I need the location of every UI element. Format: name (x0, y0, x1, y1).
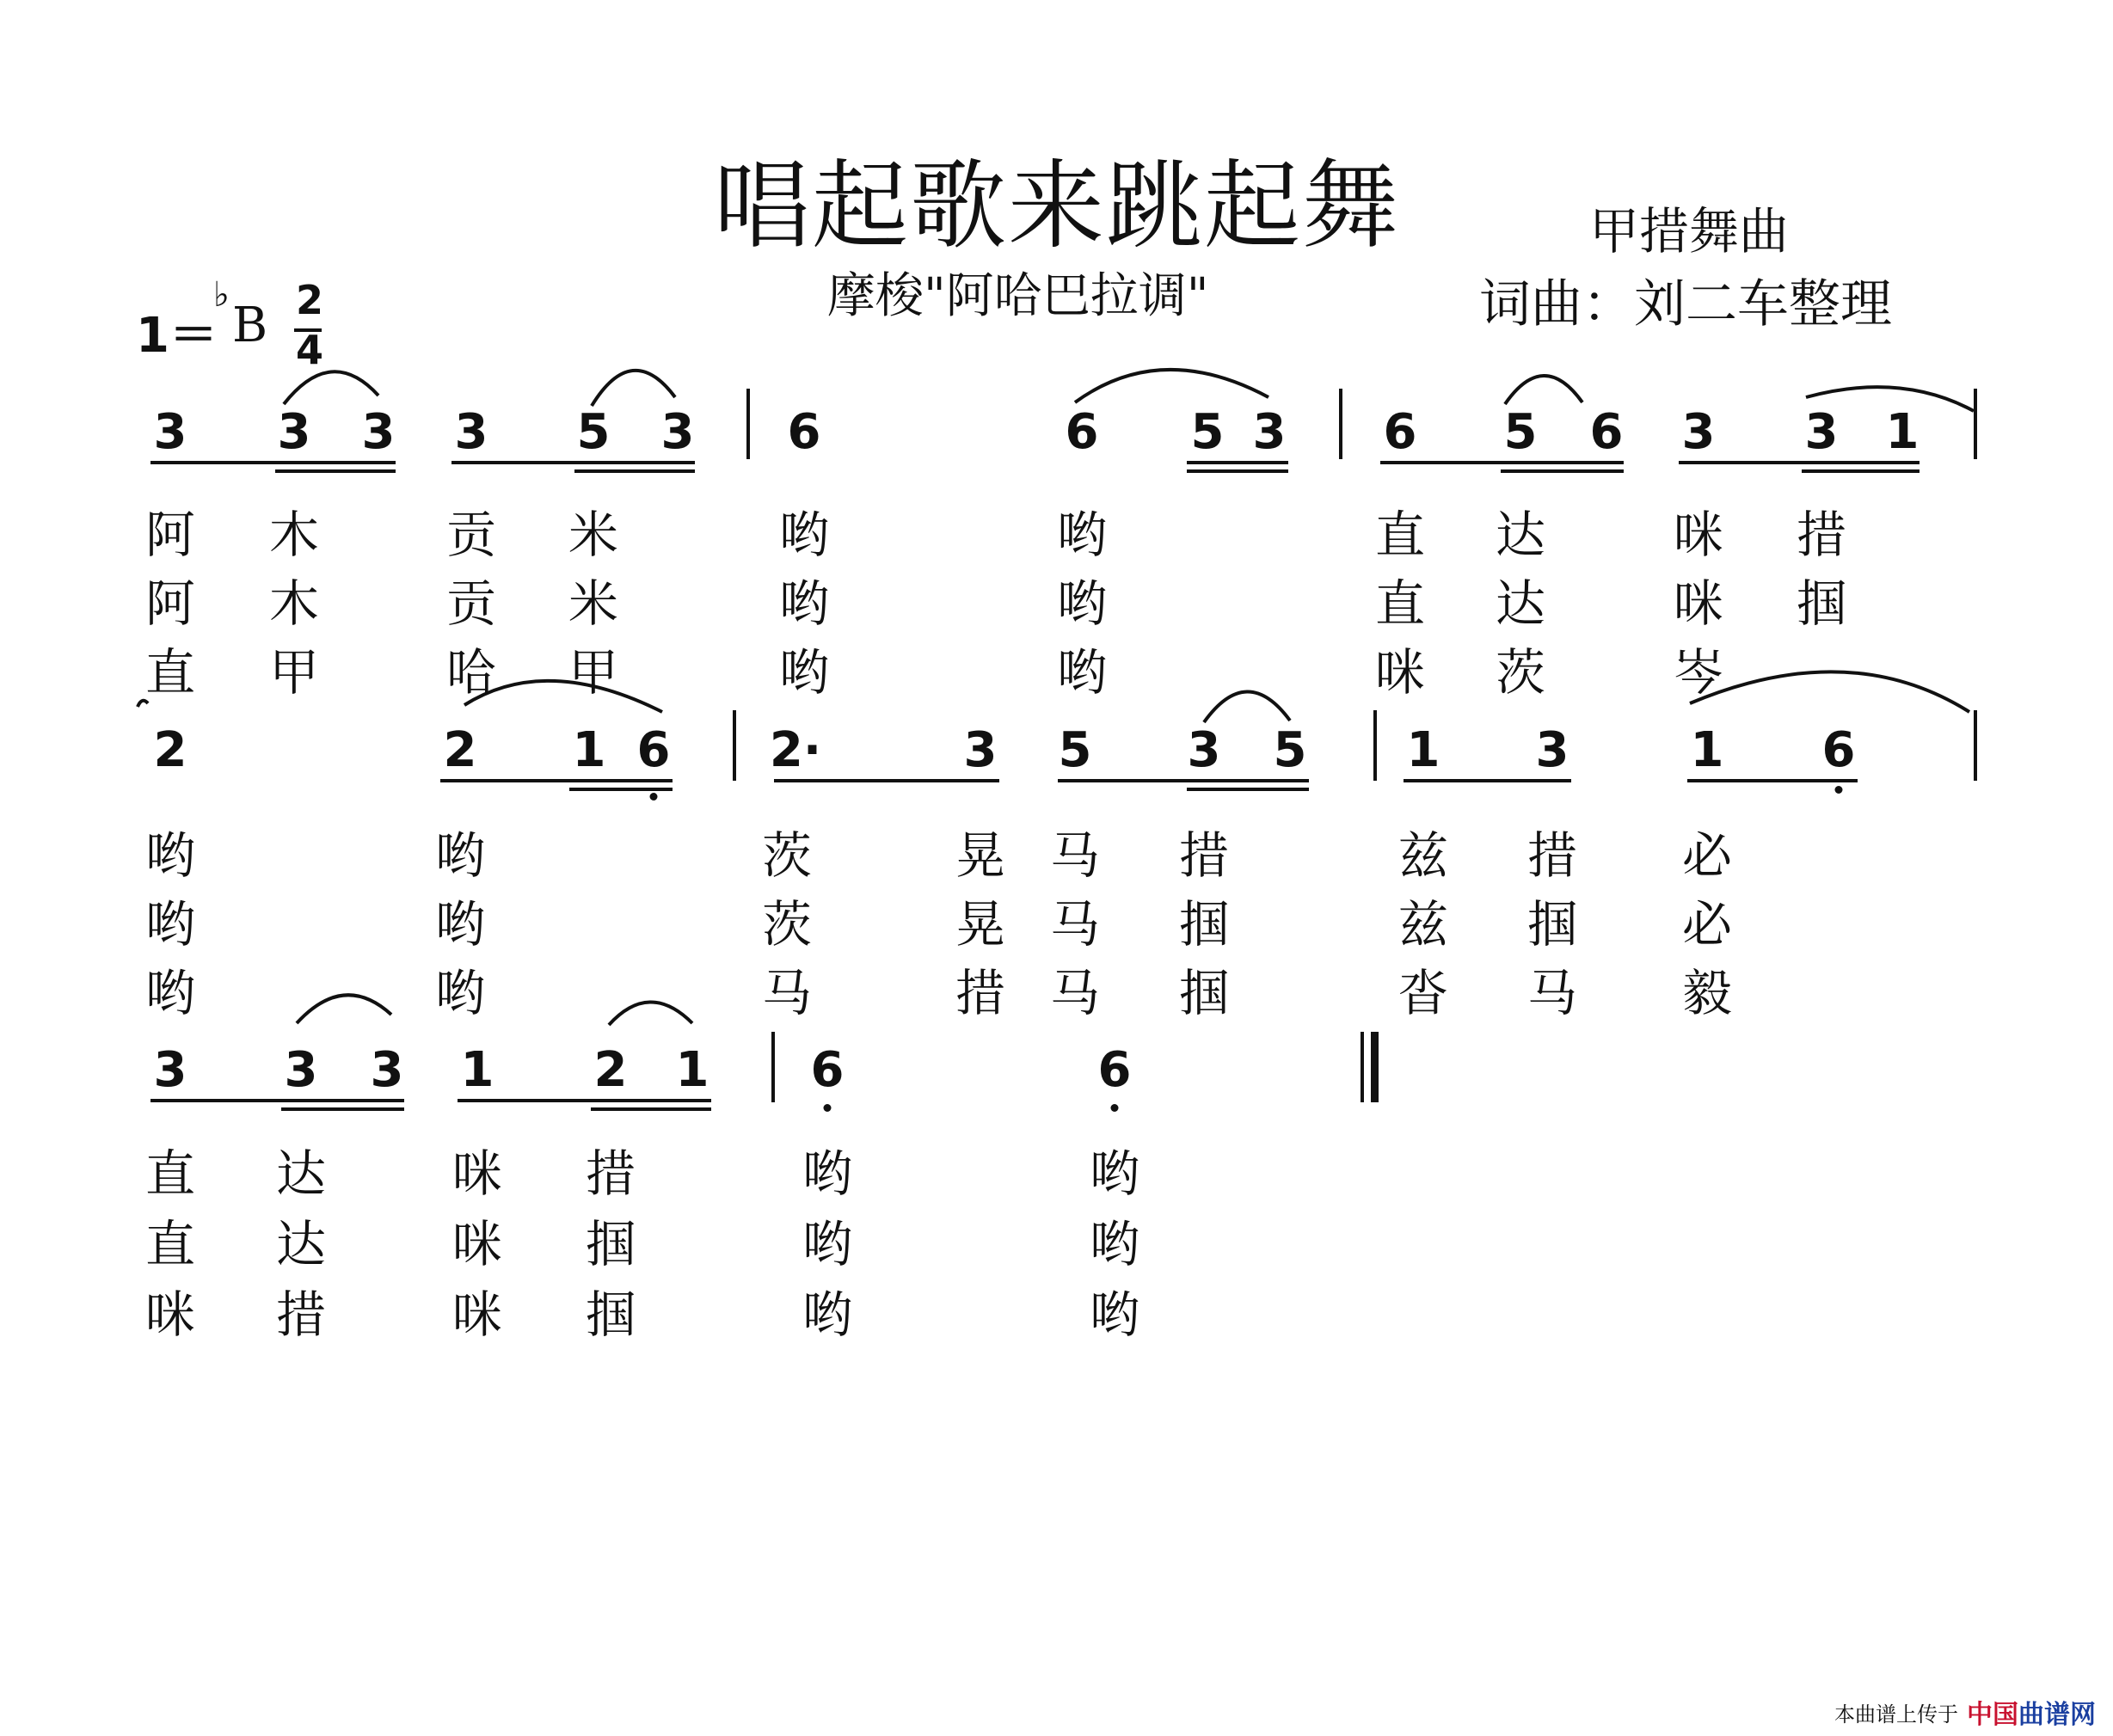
beam-line (1187, 461, 1288, 464)
site-logo-part-a: 中国 (1967, 1700, 2018, 1730)
lyric: 掴 (1796, 574, 1847, 633)
lyric: 措 (1178, 826, 1230, 885)
lower-octave-dot (1835, 786, 1843, 794)
final-bar-thin (1361, 1032, 1364, 1102)
lyric: 哟 (802, 1144, 853, 1203)
lyric: 直 (1374, 574, 1426, 633)
lyric: 哟 (1056, 506, 1108, 564)
note: 6 (1383, 404, 1417, 460)
note: 1 (1885, 404, 1920, 460)
lyric: 兹 (1397, 895, 1449, 954)
page-title: 唱起歌来跳起舞 (714, 150, 1400, 262)
lyric: 哈 (445, 643, 497, 702)
lyric: 哟 (778, 506, 830, 564)
genre-label: 甲措舞曲 (1589, 202, 1790, 261)
note: 5 (576, 404, 611, 460)
bar-line (1974, 389, 1977, 459)
lyric: 掴 (1178, 895, 1230, 954)
slur (284, 371, 378, 404)
lyric: 掴 (585, 1215, 636, 1273)
lyric: 咪 (1673, 506, 1724, 564)
lyric: 掴 (1526, 895, 1578, 954)
lyric: 直 (1374, 506, 1426, 564)
lyric: 哟 (434, 964, 486, 1022)
note: 3 (370, 1042, 404, 1098)
lyric: 米 (568, 574, 619, 633)
beam-line (591, 1107, 711, 1111)
note: 6 (810, 1042, 845, 1098)
lyric: 茨 (1495, 643, 1546, 702)
origin-label: 摩梭"阿哈巴拉调" (827, 268, 1209, 324)
slur (609, 1002, 692, 1025)
note: 2· (769, 722, 822, 778)
beam-line (150, 461, 396, 464)
lower-octave-dot (650, 793, 658, 801)
lyric: 措 (955, 964, 1006, 1022)
note: 2 (593, 1042, 628, 1098)
lyric: 达 (1495, 506, 1546, 564)
lyric: 晃 (955, 826, 1006, 885)
lyric: 哟 (1056, 574, 1108, 633)
note: 3 (1187, 722, 1221, 778)
lyric: 咪 (451, 1285, 503, 1344)
note: 3 (284, 1042, 318, 1098)
lyric: 必 (1681, 895, 1733, 954)
note: 3 (153, 404, 187, 460)
lyric: 措 (585, 1144, 636, 1203)
slur (1690, 672, 1969, 712)
time-signature-numerator: 2 (296, 277, 324, 323)
note: 1 (572, 722, 606, 778)
note: 5 (1190, 404, 1225, 460)
note: 6 (1589, 404, 1624, 460)
bar-line (1373, 710, 1377, 781)
note: 3 (1804, 404, 1839, 460)
lyric: 哟 (1089, 1215, 1140, 1273)
lyric: 毅 (1681, 964, 1733, 1022)
note: 6 (636, 722, 671, 778)
beam-line (1404, 779, 1571, 782)
lyric: 马 (761, 964, 813, 1022)
lyric: 达 (275, 1215, 327, 1273)
lyric: 咪 (144, 1285, 196, 1344)
bar-line (771, 1032, 775, 1102)
lyric: 哟 (802, 1285, 853, 1344)
lyric: 木 (268, 506, 320, 564)
note: 3 (153, 1042, 187, 1098)
note: 6 (787, 404, 821, 460)
beam-line (281, 1107, 404, 1111)
note: 2 (153, 722, 187, 778)
lyric: 掴 (585, 1285, 636, 1344)
lyric: 哟 (1089, 1144, 1140, 1203)
note: 3 (1535, 722, 1569, 778)
lower-octave-dot (824, 1104, 832, 1112)
lyric: 咪 (451, 1144, 503, 1203)
lyric: 贡 (445, 506, 497, 564)
note: 3 (454, 404, 488, 460)
beam-line (1679, 461, 1920, 464)
beam-line (1687, 779, 1858, 782)
note: 3 (361, 404, 396, 460)
beam-line (1501, 469, 1624, 473)
lyric: 马 (1049, 895, 1101, 954)
final-bar-thick (1371, 1032, 1379, 1102)
beam-line (1380, 461, 1624, 464)
beam-line (458, 1099, 711, 1102)
beam-line (1187, 788, 1309, 791)
lyric: 马 (1049, 826, 1101, 885)
lyric: 马 (1049, 964, 1101, 1022)
lyric: 哟 (434, 826, 486, 885)
lyric: 掴 (1178, 964, 1230, 1022)
bar-line (733, 710, 736, 781)
lyric: 哟 (802, 1215, 853, 1273)
key-prefix: 1＝ (136, 308, 218, 364)
note: 2 (443, 722, 477, 778)
beam-line (1058, 779, 1309, 782)
lyric: 茨 (761, 826, 813, 885)
slur (1505, 376, 1582, 404)
note: 3 (963, 722, 998, 778)
lyric: 哟 (144, 895, 196, 954)
note: 1 (1406, 722, 1440, 778)
lyric: 直 (144, 1144, 196, 1203)
lyric: 措 (1796, 506, 1847, 564)
key-flat-sign: ♭ (213, 275, 230, 315)
beam-line (150, 1099, 404, 1102)
slur (1075, 370, 1268, 402)
slur (1204, 691, 1290, 722)
lyric: 甲 (568, 643, 619, 702)
lyric: 岑 (1673, 643, 1724, 702)
beam-line (275, 469, 396, 473)
lyric: 兹 (1397, 826, 1449, 885)
lyric: 哟 (144, 964, 196, 1022)
note: 6 (1821, 722, 1856, 778)
lyric: 哟 (1056, 643, 1108, 702)
bar-line (1339, 389, 1342, 459)
key-note: B (232, 298, 268, 353)
note: 5 (1058, 722, 1092, 778)
beam-line (569, 788, 673, 791)
bar-line (1974, 710, 1977, 781)
lyric: 阿 (144, 506, 196, 564)
bar-line (746, 389, 750, 459)
lyric: 必 (1681, 826, 1733, 885)
credit-label: 词曲：刘二车整理 (1479, 274, 1892, 334)
beam-line (574, 469, 695, 473)
footer-upload-note: 本曲谱上传于 (1834, 1702, 1958, 1727)
lyric: 哟 (1089, 1285, 1140, 1344)
lyric: 直 (144, 1215, 196, 1273)
lyric: 哟 (778, 574, 830, 633)
lyric: 哟 (778, 643, 830, 702)
lyric: 米 (568, 506, 619, 564)
beam-line (1802, 469, 1920, 473)
lower-octave-dot (1111, 1104, 1119, 1112)
beam-line (451, 461, 695, 464)
note: 3 (660, 404, 695, 460)
note: 5 (1273, 722, 1307, 778)
lyric: 达 (1495, 574, 1546, 633)
beam-line (440, 779, 673, 782)
note: 1 (460, 1042, 494, 1098)
note: 1 (675, 1042, 709, 1098)
lyric: 茨 (761, 895, 813, 954)
lyric: 哟 (144, 826, 196, 885)
lyric: 达 (275, 1144, 327, 1203)
lyric: 木 (268, 574, 320, 633)
lyric: 甲 (268, 643, 320, 702)
lyric: 咪 (1673, 574, 1724, 633)
site-logo-part-b: 曲谱网 (2018, 1700, 2096, 1730)
site-logo[interactable] (1967, 1693, 2096, 1731)
lyric: 阿 (144, 574, 196, 633)
beam-line (1187, 469, 1288, 473)
lyric: 咪 (451, 1215, 503, 1273)
beam-line (774, 779, 999, 782)
note: 5 (1503, 404, 1538, 460)
lyric: 马 (1526, 964, 1578, 1022)
note: 1 (1690, 722, 1724, 778)
lyric: 措 (1526, 826, 1578, 885)
lyric: 措 (275, 1285, 327, 1344)
lyric: 晃 (955, 895, 1006, 954)
slur (297, 995, 391, 1023)
slur (592, 371, 675, 406)
lyric: 贡 (445, 574, 497, 633)
lyric: 哟 (434, 895, 486, 954)
note: 6 (1097, 1042, 1132, 1098)
lyric: 沓 (1397, 964, 1449, 1022)
time-signature-denominator: 4 (296, 327, 324, 373)
lyric: 直 (144, 643, 196, 702)
note: 3 (277, 404, 311, 460)
note: 6 (1065, 404, 1099, 460)
note: 3 (1252, 404, 1287, 460)
note: 3 (1681, 404, 1716, 460)
lyric: 咪 (1374, 643, 1426, 702)
